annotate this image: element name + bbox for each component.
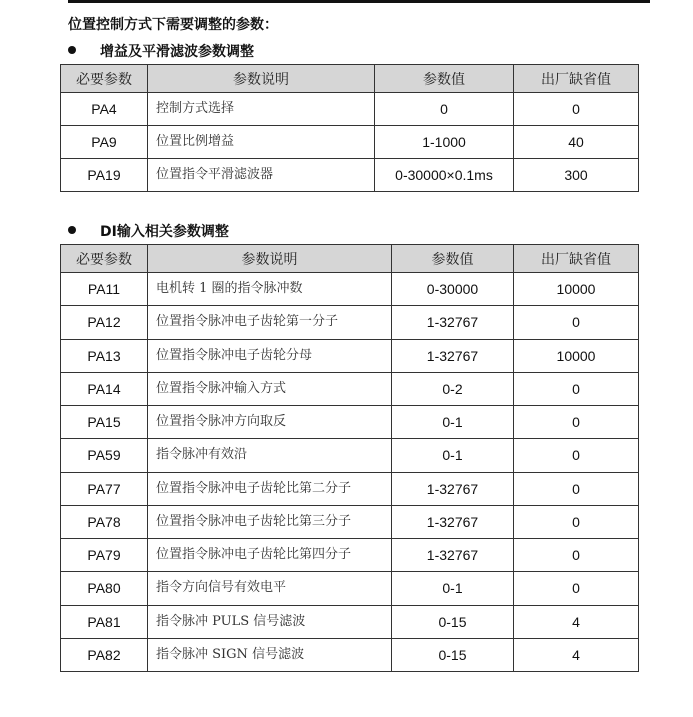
column-header-param-id: 必要参数 xyxy=(61,65,148,93)
param-default: 300 xyxy=(514,159,639,192)
param-id: PA13 xyxy=(61,339,148,372)
param-id: PA9 xyxy=(61,126,148,159)
column-header-param-default: 出厂缺省值 xyxy=(514,245,639,273)
param-default: 10000 xyxy=(514,339,639,372)
param-range: 1-32767 xyxy=(392,306,514,339)
param-default: 0 xyxy=(514,505,639,538)
param-id: PA79 xyxy=(61,539,148,572)
param-description: 指令脉冲 SIGN 信号滤波 xyxy=(148,638,392,671)
param-id: PA14 xyxy=(61,372,148,405)
table-row xyxy=(61,339,639,372)
table-row xyxy=(61,638,639,671)
column-header-param-description: 参数说明 xyxy=(148,245,392,273)
page-title: 位置控制方式下需要调整的参数： xyxy=(68,17,278,33)
param-description: 指令脉冲有效沿 xyxy=(148,439,392,472)
section-heading-text: DI输入相关参数调整 xyxy=(100,224,229,240)
param-range: 0-2 xyxy=(392,372,514,405)
table-row xyxy=(61,472,639,505)
param-id: PA82 xyxy=(61,638,148,671)
param-description: 位置指令脉冲电子齿轮比第二分子 xyxy=(148,472,392,505)
section-heading-di xyxy=(68,221,229,241)
param-description: 位置比例增益 xyxy=(148,126,375,159)
table-row xyxy=(61,306,639,339)
bullet-icon xyxy=(68,46,76,54)
param-description: 位置指令脉冲输入方式 xyxy=(148,372,392,405)
table-header-row xyxy=(61,245,639,273)
param-range: 1-32767 xyxy=(392,339,514,372)
table-row xyxy=(61,159,639,192)
param-id: PA15 xyxy=(61,406,148,439)
param-id: PA78 xyxy=(61,505,148,538)
param-description: 位置指令脉冲电子齿轮第一分子 xyxy=(148,306,392,339)
param-description: 指令方向信号有效电平 xyxy=(148,572,392,605)
param-description: 控制方式选择 xyxy=(148,93,375,126)
column-header-param-default: 出厂缺省值 xyxy=(514,65,639,93)
param-default: 40 xyxy=(514,126,639,159)
param-range: 1-32767 xyxy=(392,539,514,572)
param-default: 0 xyxy=(514,93,639,126)
param-range: 1-32767 xyxy=(392,472,514,505)
param-range: 0-1 xyxy=(392,572,514,605)
table-row xyxy=(61,505,639,538)
param-description: 位置指令平滑滤波器 xyxy=(148,159,375,192)
table-row xyxy=(61,372,639,405)
param-range: 0-30000 xyxy=(392,273,514,306)
param-default: 0 xyxy=(514,439,639,472)
table-row xyxy=(61,126,639,159)
param-default: 0 xyxy=(514,406,639,439)
param-id: PA77 xyxy=(61,472,148,505)
bullet-icon xyxy=(68,226,76,234)
column-header-param-range: 参数值 xyxy=(392,245,514,273)
param-id: PA12 xyxy=(61,306,148,339)
param-default: 10000 xyxy=(514,273,639,306)
param-range: 0-30000×0.1ms xyxy=(375,159,514,192)
section-heading-gain xyxy=(68,41,254,61)
table-row xyxy=(61,439,639,472)
param-default: 0 xyxy=(514,306,639,339)
top-rule xyxy=(68,0,650,3)
table-row xyxy=(61,93,639,126)
param-range: 0-15 xyxy=(392,638,514,671)
di-params-table xyxy=(60,244,639,672)
param-description: 位置指令脉冲电子齿轮比第四分子 xyxy=(148,539,392,572)
param-description: 电机转 1 圈的指令脉冲数 xyxy=(148,273,392,306)
param-id: PA19 xyxy=(61,159,148,192)
param-default: 4 xyxy=(514,605,639,638)
param-id: PA59 xyxy=(61,439,148,472)
param-range: 0-15 xyxy=(392,605,514,638)
param-description: 指令脉冲 PULS 信号滤波 xyxy=(148,605,392,638)
param-range: 0-1 xyxy=(392,406,514,439)
param-range: 0-1 xyxy=(392,439,514,472)
param-range: 1-1000 xyxy=(375,126,514,159)
gain-params-table xyxy=(60,64,639,192)
param-description: 位置指令脉冲电子齿轮分母 xyxy=(148,339,392,372)
param-description: 位置指令脉冲电子齿轮比第三分子 xyxy=(148,505,392,538)
table-row xyxy=(61,605,639,638)
param-description: 位置指令脉冲方向取反 xyxy=(148,406,392,439)
param-default: 0 xyxy=(514,372,639,405)
param-id: PA81 xyxy=(61,605,148,638)
param-id: PA80 xyxy=(61,572,148,605)
param-range: 1-32767 xyxy=(392,505,514,538)
table-row xyxy=(61,539,639,572)
param-range: 0 xyxy=(375,93,514,126)
param-default: 0 xyxy=(514,472,639,505)
section-heading-text: 增益及平滑滤波参数调整 xyxy=(100,44,254,60)
param-default: 0 xyxy=(514,572,639,605)
table-row xyxy=(61,406,639,439)
column-header-param-range: 参数值 xyxy=(375,65,514,93)
table-row xyxy=(61,572,639,605)
param-default: 0 xyxy=(514,539,639,572)
column-header-param-id: 必要参数 xyxy=(61,245,148,273)
param-id: PA11 xyxy=(61,273,148,306)
table-header-row xyxy=(61,65,639,93)
param-id: PA4 xyxy=(61,93,148,126)
column-header-param-description: 参数说明 xyxy=(148,65,375,93)
table-row xyxy=(61,273,639,306)
param-default: 4 xyxy=(514,638,639,671)
